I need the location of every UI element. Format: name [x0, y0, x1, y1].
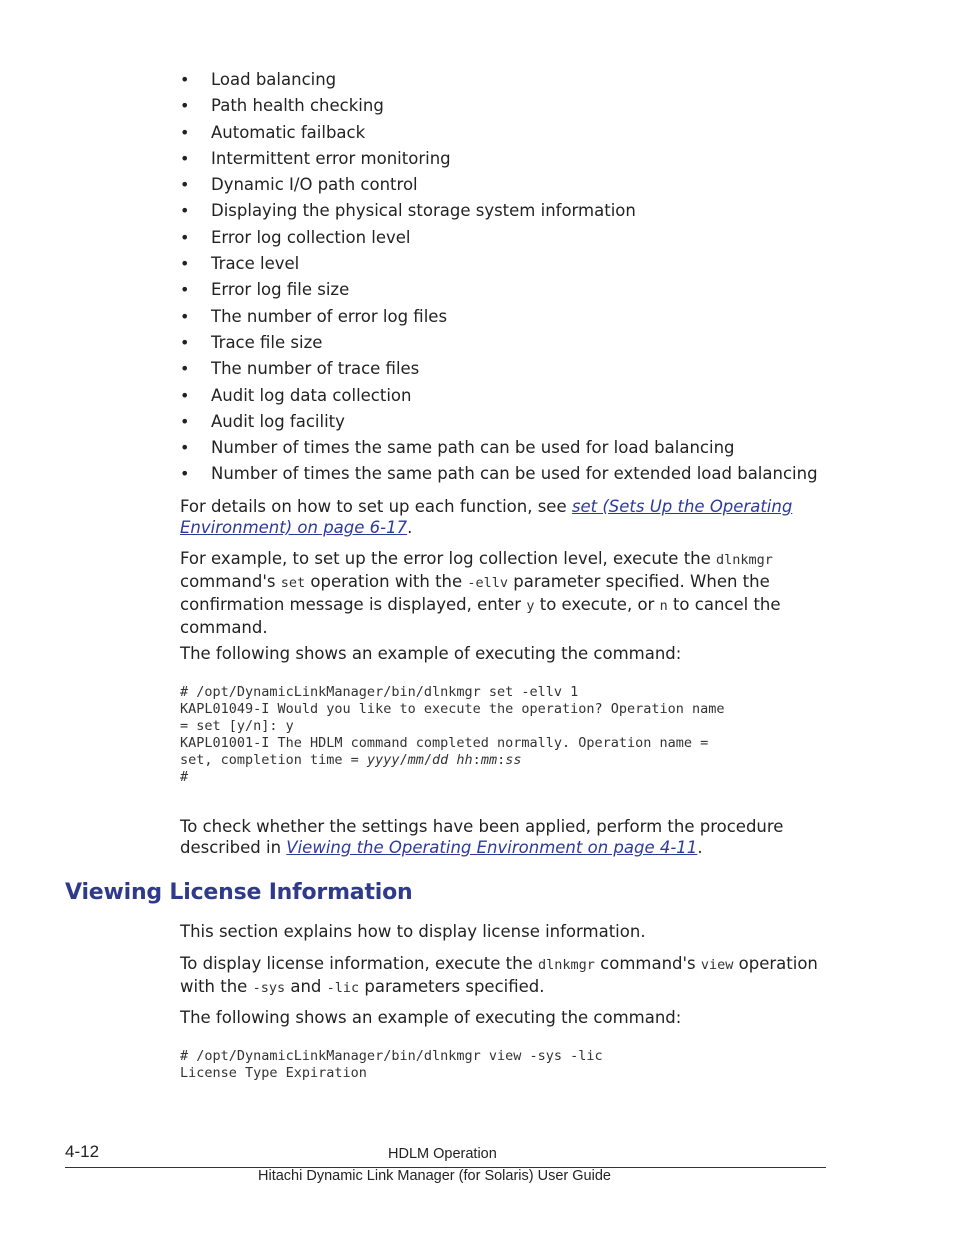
code-line: = set [y/n]: y [180, 718, 294, 734]
bullet-icon: • [180, 332, 190, 352]
inline-code: n [659, 598, 668, 614]
bullet-icon: • [180, 148, 190, 168]
inline-code: -sys [252, 980, 286, 996]
bullet-icon: • [180, 359, 190, 379]
bullet-icon: • [180, 96, 190, 116]
page-number: 4-12 [65, 1142, 100, 1161]
list-item: • Path health checking [180, 94, 818, 120]
code-block-view [180, 1048, 820, 1082]
section-heading: Viewing License Information [65, 880, 413, 905]
list-item: • Number of times the same path can be used for extended load balancing [180, 462, 818, 488]
viewing-environment-link[interactable]: Viewing the Operating Environment on page 4-11 [286, 838, 698, 857]
section-intro-paragraph: This section explains how to display license information. [180, 922, 646, 941]
list-item: • The number of error log files [180, 305, 818, 331]
list-item: • Automatic failback [180, 121, 818, 147]
check-paragraph: To check whether the settings have been applied, perform the procedure described in Viewing the Operating Environment on page 4-11. [180, 817, 784, 857]
code-line: # /opt/DynamicLinkManager/bin/dlnkmgr view -sys -lic [180, 1048, 603, 1064]
footer-guide-title: Hitachi Dynamic Link Manager (for Solaris) User Guide [258, 1168, 611, 1184]
following-paragraph-2: The following shows an example of executing the command: [180, 1008, 682, 1027]
display-paragraph: To display license information, execute the dlnkmgr command's view operation with the -sys and -lic parameters specified. [180, 954, 818, 996]
bullet-icon: • [180, 122, 190, 142]
list-item: • Error log collection level [180, 226, 818, 252]
bullet-icon: • [180, 70, 190, 89]
inline-code: y [526, 598, 535, 614]
bullet-icon: • [180, 438, 190, 458]
code-line: # [180, 769, 189, 785]
bullet-icon: • [180, 411, 190, 431]
code-line: License Type Expiration [180, 1065, 367, 1081]
bullet-icon: • [180, 464, 190, 484]
list-item: • Trace level [180, 252, 818, 278]
bullet-icon: • [180, 280, 190, 300]
list-item: • Dynamic I/O path control [180, 173, 818, 199]
bullet-icon: • [180, 385, 190, 405]
bullet-icon: • [180, 306, 190, 326]
code-block-set [180, 684, 820, 786]
inline-code: view [700, 957, 734, 973]
list-item: • The number of trace files [180, 357, 818, 383]
list-item: • Audit log facility [180, 410, 818, 436]
function-bullet-list [180, 68, 818, 489]
inline-code: dlnkmgr [538, 957, 595, 973]
set-command-link[interactable]: set (Sets Up the Operating Environment) on page 6-17 [180, 497, 793, 537]
bullet-icon: • [180, 175, 190, 195]
bullet-icon: • [180, 201, 190, 221]
list-item: • Trace file size [180, 331, 818, 357]
inline-code: dlnkmgr [716, 552, 773, 568]
list-item: • Load balancing [180, 68, 818, 94]
footer-section-title: HDLM Operation [388, 1146, 497, 1162]
code-line: KAPL01001-I The HDLM command completed normally. Operation name = [180, 735, 709, 751]
code-line: KAPL01049-I Would you like to execute the operation? Operation name [180, 701, 725, 717]
bullet-icon: • [180, 254, 190, 274]
list-item: • Intermittent error monitoring [180, 147, 818, 173]
example-paragraph: For example, to set up the error log collection level, execute the dlnkmgr command's set operation with the -ellv parameter specified. When the confirmation message is displayed, enter y to execute, or n to cancel the command. [180, 549, 781, 637]
list-item: • Audit log data collection [180, 384, 818, 410]
code-line: set, completion time = yyyy/mm/dd hh:mm:ss [180, 752, 522, 768]
inline-code: -ellv [467, 575, 509, 591]
inline-code: -lic [326, 980, 360, 996]
details-paragraph: For details on how to set up each function, see set (Sets Up the Operating Environment) on page 6-17. [180, 497, 793, 537]
list-item: • Displaying the physical storage system information [180, 199, 818, 225]
inline-code: set [280, 575, 306, 591]
list-item: • Error log file size [180, 278, 818, 304]
bullet-icon: • [180, 227, 190, 247]
following-paragraph-1: The following shows an example of executing the command: [180, 644, 682, 663]
code-line: # /opt/DynamicLinkManager/bin/dlnkmgr set -ellv 1 [180, 684, 579, 700]
list-item: • Number of times the same path can be used for load balancing [180, 436, 818, 462]
